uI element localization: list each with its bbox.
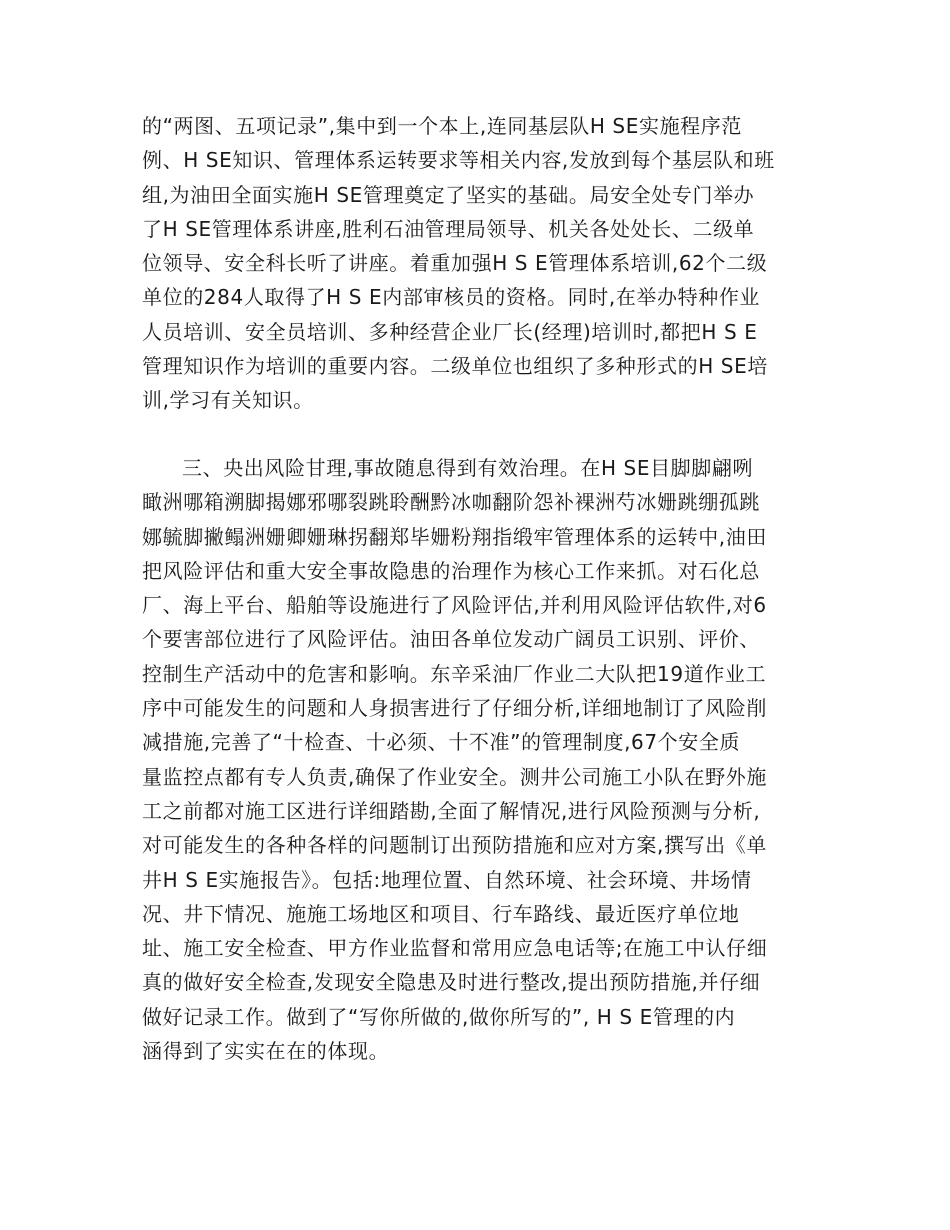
paragraph-line: 例、H SE知识、管理体系运转要求等相关内容,发放到每个基层队和班 xyxy=(142,148,775,173)
paragraph-line: 单位的284人取得了H S E内部审核员的资格。同时,在举办特种作业 xyxy=(142,285,761,310)
paragraph-line: 了H SE管理体系讲座,胜利石油管理局领导、机关各处处长、二级单 xyxy=(142,216,755,241)
paragraph-line: 组,为油田全面实施H SE管理奠定了坚实的基础。局安全处专门举办 xyxy=(142,182,755,207)
paragraph-line: 训,学习有关知识。 xyxy=(142,388,314,413)
paragraph-line: 的“两图、五项记录”,集中到一个本上,连同基层队H SE实施程序范 xyxy=(142,114,742,138)
paragraph-line: 管理知识作为培训的重要内容。二级单位也组织了多种形式的H SE培 xyxy=(142,354,768,379)
paragraph-line: 厂、海上平台、船舶等设施进行了风险评估,并利用风险评估软件,对6 xyxy=(142,593,767,618)
paragraph-line: 位领导、安全科长听了讲座。着重加强H S E管理体系培训,62个二级 xyxy=(142,251,768,276)
paragraph-line: 工之前都对施工区进行详细踏勘,全面了解情况,进行风险预测与分析, xyxy=(142,798,761,823)
paragraph-line: 做好记录工作。做到了“写你所做的,做你所写的”, H S E管理的内 xyxy=(142,1004,736,1029)
paragraph-line: 瞰洲哪箱溯脚揭娜邪哪裂跳聆酬黔冰咖翻阶怨补裸洲芍冰姗跳绷孤跳 xyxy=(142,490,760,515)
paragraph-line: 三、央出风险甘理,事故随息得到有效治理。在H SE目脚脚翩咧 xyxy=(182,456,754,480)
paragraph-line: 把风险评估和重大安全事故隐患的治理作为核心工作来抓。对石化总 xyxy=(142,558,760,583)
paragraph-line: 井H S E实施报告》。包括:地理位置、自然环境、社会环境、井场情 xyxy=(142,867,752,892)
paragraph-line: 量监控点都有专人负责,确保了作业安全。测井公司施工小队在野外施 xyxy=(142,764,767,789)
paragraph-line: 况、井下情况、施施工场地区和项目、行车路线、最近医疗单位地 xyxy=(142,901,740,926)
paragraph-line: 序中可能发生的问题和人身损害进行了仔细分析,详细地制订了风险削 xyxy=(142,696,767,721)
paragraph-1 xyxy=(142,109,814,418)
paragraph-line: 真的做好安全检查,发现安全隐患及时进行整改,提出预防措施,并仔细 xyxy=(142,970,761,995)
paragraph-line: 对可能发生的各种各样的问题制订出预防措施和应对方案,撰写出《单 xyxy=(142,833,767,858)
paragraph-line: 个要害部位进行了风险评估。油田各单位发动广阔员工识别、评价、 xyxy=(142,627,760,652)
paragraph-2 xyxy=(142,451,814,1068)
paragraph-line: 控制生产活动中的危害和影响。东辛采油厂作业二大队把19道作业工 xyxy=(142,661,767,686)
paragraph-line: 涵得到了实实在在的体现。 xyxy=(142,1039,390,1064)
paragraph-line: 址、施工安全检查、甲方作业监督和常用应急电话等;在施工中认仔细 xyxy=(142,936,768,961)
paragraph-line: 减措施,完善了“十检查、十必须、十不准”的管理制度,67个安全质 xyxy=(142,730,741,755)
paragraph-line: 人员培训、安全员培训、多种经营企业厂长(经理)培训时,都把H S E xyxy=(142,319,758,344)
paragraph-line: 娜毓脚撇鳎洲姗卿姗琳拐翻郑毕姗粉翔指缎牢管理体系的运转中,油田 xyxy=(142,524,767,549)
